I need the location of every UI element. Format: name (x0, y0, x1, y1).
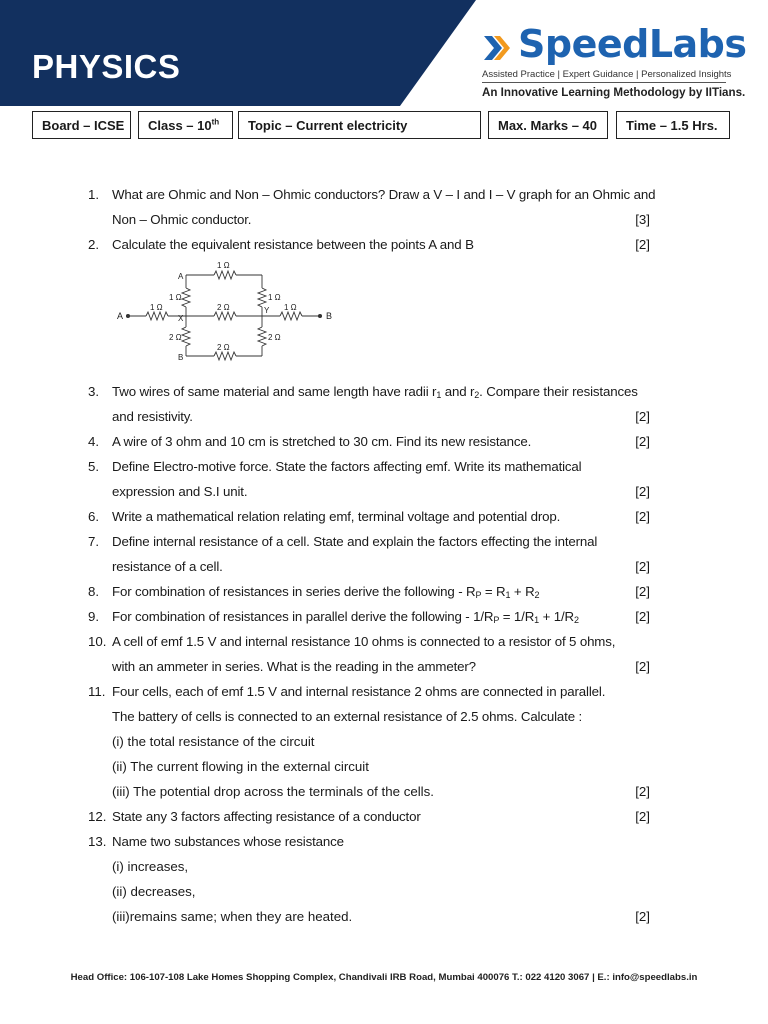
question-text: State any 3 factors affecting resistance of a conductor (112, 809, 421, 824)
question-text: Write a mathematical relation relating emf, terminal voltage and potential drop. (112, 509, 561, 524)
text-part: + 1/R (539, 609, 574, 624)
resistor-top-label: 1 Ω (217, 261, 230, 270)
question-text: and resistivity. (112, 409, 193, 424)
question-13-sub-i (88, 854, 658, 879)
bottom-node-label: B (178, 353, 184, 362)
question-3 (88, 379, 658, 404)
sub-question: (iii)remains same; when they are heated. (112, 909, 353, 924)
brand-methodology: An Innovative Learning Methodology by IITians. (482, 86, 746, 99)
resistor-mid-label: 2 Ω (217, 303, 230, 312)
question-marks: [2] (635, 584, 650, 599)
subscript: 1 (534, 615, 540, 625)
resistor-bottom-label: 2 Ω (217, 343, 230, 352)
text-part: Two wires of same material and same length have radii r (112, 384, 437, 399)
question-marks: [2] (635, 434, 650, 449)
question-1-cont (88, 207, 658, 232)
question-list (88, 182, 658, 929)
resistor-left-upper-label: 1 Ω (169, 293, 182, 302)
question-marks: [2] (635, 809, 650, 824)
question-text: resistance of a cell. (112, 559, 223, 574)
sub-question: (iii) The potential drop across the terminals of the cells. (112, 784, 434, 799)
question-13-sub-ii (88, 879, 658, 904)
question-marks: [2] (635, 484, 650, 499)
question-text: with an ammeter in series. What is the reading in the ammeter? (112, 659, 476, 674)
question-text: What are Ohmic and Non – Ohmic conductors? Draw a V – I and I – V graph for an Ohmic and (112, 187, 656, 202)
question-text: Four cells, each of emf 1.5 V and internal resistance 2 ohms are connected in parallel. (112, 684, 606, 699)
brand-block (482, 22, 747, 102)
brand-tagline: Assisted Practice | Expert Guidance | Personalized Insights (482, 69, 726, 83)
class-label: Class – 10 (148, 118, 212, 133)
text-part: = R (481, 584, 506, 599)
text-part: For combination of resistances in parallel derive the following - 1/R (112, 609, 494, 624)
text-part: + R (510, 584, 535, 599)
question-marks: [2] (635, 909, 650, 924)
brand-name: SpeedLabs (518, 22, 747, 66)
question-number: 2. (88, 237, 100, 252)
question-number: 10. (88, 634, 107, 649)
question-6 (88, 504, 658, 529)
question-text: Define internal resistance of a cell. State and explain the factors effecting the internal (112, 534, 598, 549)
question-text: Calculate the equivalent resistance between the points A and B (112, 237, 474, 252)
node-a-label: A (117, 311, 124, 321)
question-marks: [2] (635, 559, 650, 574)
question-2 (88, 232, 658, 257)
question-11 (88, 679, 658, 704)
question-9 (88, 604, 658, 629)
text-part: and r (441, 384, 475, 399)
question-10 (88, 629, 658, 654)
sub-question: (i) increases, (112, 859, 189, 874)
subscript: 1 (505, 590, 511, 600)
question-5 (88, 454, 658, 479)
subscript: 2 (573, 615, 579, 625)
question-number: 4. (88, 434, 100, 449)
node-x-label: X (178, 314, 184, 323)
text-part: . Compare their resistances (479, 384, 638, 399)
resistor-right-lower-label: 2 Ω (268, 333, 281, 342)
question-13 (88, 829, 658, 854)
board-cell: Board – ICSE (32, 111, 131, 139)
time-cell: Time – 1.5 Hrs. (616, 111, 730, 139)
question-number: 8. (88, 584, 100, 599)
question-number: 13. (88, 834, 107, 849)
question-marks: [3] (635, 212, 650, 227)
double-chevron-icon (482, 28, 516, 68)
question-number: 5. (88, 459, 100, 474)
sub-question: (i) the total resistance of the circuit (112, 734, 315, 749)
circuit-diagram (88, 257, 658, 379)
resistor-left-lower-label: 2 Ω (169, 333, 182, 342)
question-marks: [2] (635, 509, 650, 524)
question-11-sub-ii (88, 754, 658, 779)
subscript: 1 (436, 390, 442, 400)
question-number: 3. (88, 384, 100, 399)
footer-address: Head Office: 106-107-108 Lake Homes Shopping Complex, Chandivali IRB Road, Mumbai 400076 T.: 022 4120 3067 | E.: info@speedlabs.in (70, 972, 698, 983)
question-text: Name two substances whose resistance (112, 834, 344, 849)
subscript: P (493, 615, 500, 625)
top-node-label: A (178, 272, 184, 281)
topic-cell: Topic – Current electricity (238, 111, 481, 139)
question-1 (88, 182, 658, 207)
question-5-cont (88, 479, 658, 504)
subscript: 2 (474, 390, 480, 400)
sub-question: (ii) The current flowing in the external circuit (112, 759, 369, 774)
text-part: = 1/R (499, 609, 535, 624)
question-3-cont (88, 404, 658, 429)
resistor-right-series-label: 1 Ω (284, 303, 297, 312)
question-number: 7. (88, 534, 100, 549)
question-marks: [2] (635, 609, 650, 624)
question-marks: [2] (635, 237, 650, 252)
class-cell (138, 111, 233, 139)
node-y-label: Y (264, 306, 270, 315)
node-b-label: B (326, 311, 333, 321)
subscript: P (475, 590, 482, 600)
subject-title: PHYSICS (32, 48, 181, 85)
question-8 (88, 579, 658, 604)
question-number: 9. (88, 609, 100, 624)
question-7-cont (88, 554, 658, 579)
question-number: 12. (88, 809, 107, 824)
text-part: For combination of resistances in series derive the following - R (112, 584, 476, 599)
question-number: 11. (88, 684, 106, 699)
subscript: 2 (534, 590, 540, 600)
question-11-sub-i (88, 729, 658, 754)
question-text: Non – Ohmic conductor. (112, 212, 252, 227)
question-marks: [2] (635, 409, 650, 424)
marks-cell: Max. Marks – 40 (488, 111, 608, 139)
question-12 (88, 804, 658, 829)
question-10-cont (88, 654, 658, 679)
question-marks: [2] (635, 784, 650, 799)
question-11-cont (88, 704, 658, 729)
question-text: The battery of cells is connected to an external resistance of 2.5 ohms. Calculate : (112, 709, 583, 724)
sub-question: (ii) decreases, (112, 884, 196, 899)
resistor-right-upper-label: 1 Ω (268, 293, 281, 302)
question-7 (88, 529, 658, 554)
class-superscript: th (211, 117, 220, 127)
question-number: 6. (88, 509, 100, 524)
question-text: expression and S.I unit. (112, 484, 248, 499)
question-text: Define Electro-motive force. State the factors affecting emf. Write its mathematical (112, 459, 582, 474)
question-4 (88, 429, 658, 454)
question-text: A wire of 3 ohm and 10 cm is stretched to 30 cm. Find its new resistance. (112, 434, 532, 449)
question-number: 1. (88, 187, 100, 202)
resistor-left-series-label: 1 Ω (150, 303, 163, 312)
question-11-sub-iii (88, 779, 658, 804)
circuit-svg (114, 259, 344, 375)
question-text: A cell of emf 1.5 V and internal resistance 10 ohms is connected to a resistor of 5 ohms, (112, 634, 616, 649)
question-marks: [2] (635, 659, 650, 674)
question-13-sub-iii (88, 904, 658, 929)
